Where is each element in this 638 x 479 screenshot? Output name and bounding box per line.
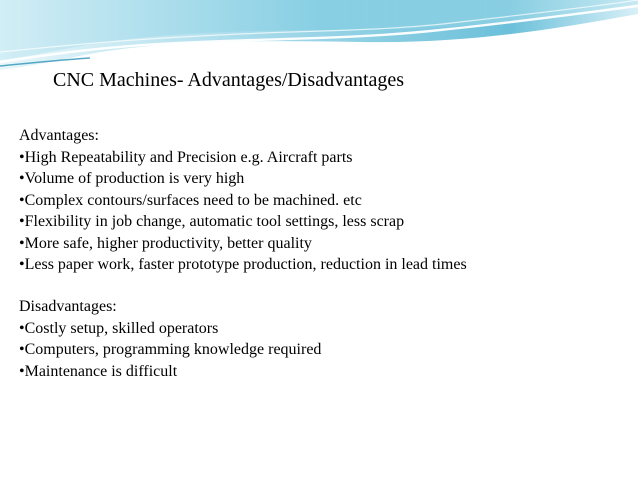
disadvantages-section: [19, 296, 321, 382]
advantage-item: •Flexibility in job change, automatic tool settings, less scrap: [19, 213, 405, 230]
advantages-section: [19, 125, 467, 276]
slide-title: CNC Machines- Advantages/Disadvantages: [53, 69, 405, 91]
advantage-item: •Volume of production is very high: [19, 170, 245, 187]
disadvantage-item: •Costly setup, skilled operators: [19, 319, 219, 337]
disadvantages-heading: Disadvantages:: [19, 298, 117, 315]
advantage-item: •Less paper work, faster prototype production, reduction in lead times: [19, 256, 467, 273]
advantages-heading: Advantages:: [19, 127, 99, 144]
advantage-item: •High Repeatability and Precision e.g. Aircraft parts: [19, 148, 353, 166]
disadvantage-item: •Computers, programming knowledge required: [19, 341, 322, 358]
advantage-item: •More safe, higher productivity, better quality: [19, 234, 312, 252]
disadvantage-item: •Maintenance is difficult: [19, 362, 178, 380]
advantage-item: •Complex contours/surfaces need to be machined. etc: [19, 191, 362, 209]
